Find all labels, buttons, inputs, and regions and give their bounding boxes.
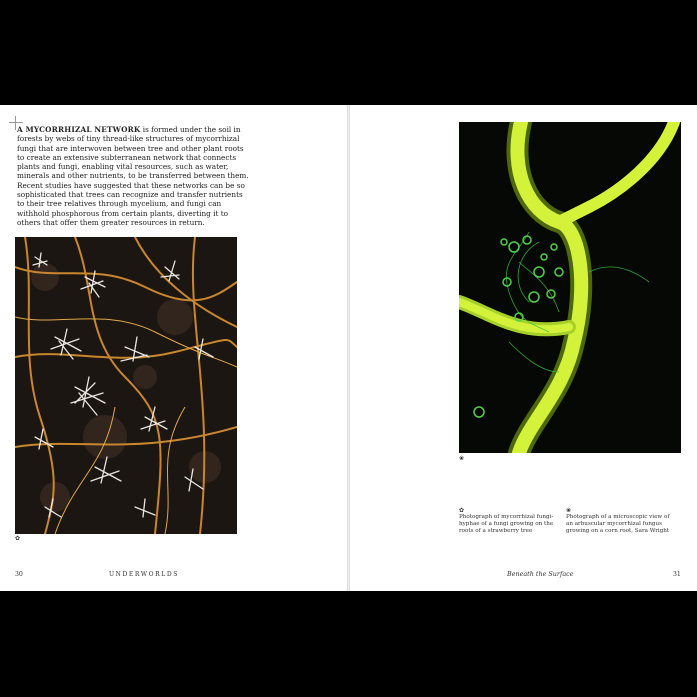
left-running-head: UNDERWORLDS bbox=[109, 571, 179, 578]
caption-first: Photograph of mycorrhizal fungi-hyphae of a fungi growing on the roots of a strawberry tree bbox=[459, 514, 554, 535]
intro-paragraph bbox=[17, 125, 252, 227]
right-photo-marker: ❀ bbox=[459, 455, 465, 462]
book-gutter bbox=[347, 105, 350, 591]
intro-lead: A MYCORRHIZAL NETWORK bbox=[17, 125, 141, 134]
right-running-head: Beneath the Surface bbox=[507, 570, 574, 578]
left-photo-marker: ✿ bbox=[15, 535, 21, 542]
caption-two-marker: ❀ bbox=[566, 507, 572, 514]
left-page-number: 30 bbox=[15, 571, 23, 578]
mycorrhizal-soil-photo bbox=[15, 237, 237, 534]
intro-body: is formed under the soil in forests by webs of tiny thread-like structures of mycorrhizal fungi that are interwoven between tree and other plant roots to create an extensive subterranean network that connects plants and fungi, enabling vital resources, such as water, minerals and other nutrients, to be transferred between them. Recent studies have suggested that these networks can be so sophisticated that trees can recognize and transfer nutrients to their tree relatives through mycelium, and fungi can withhold phosphorous from certain plants, diverting it to others that offer them greater resources in return. bbox=[17, 125, 249, 227]
caption-second: Photograph of a microscopic view of an arbuscular mycorrhizal fungus growing on a corn root, Sara Wright bbox=[566, 514, 670, 535]
micrograph-corn-root-photo bbox=[459, 122, 681, 453]
right-page-number: 31 bbox=[673, 571, 681, 578]
caption-one-marker: ✿ bbox=[459, 507, 465, 514]
